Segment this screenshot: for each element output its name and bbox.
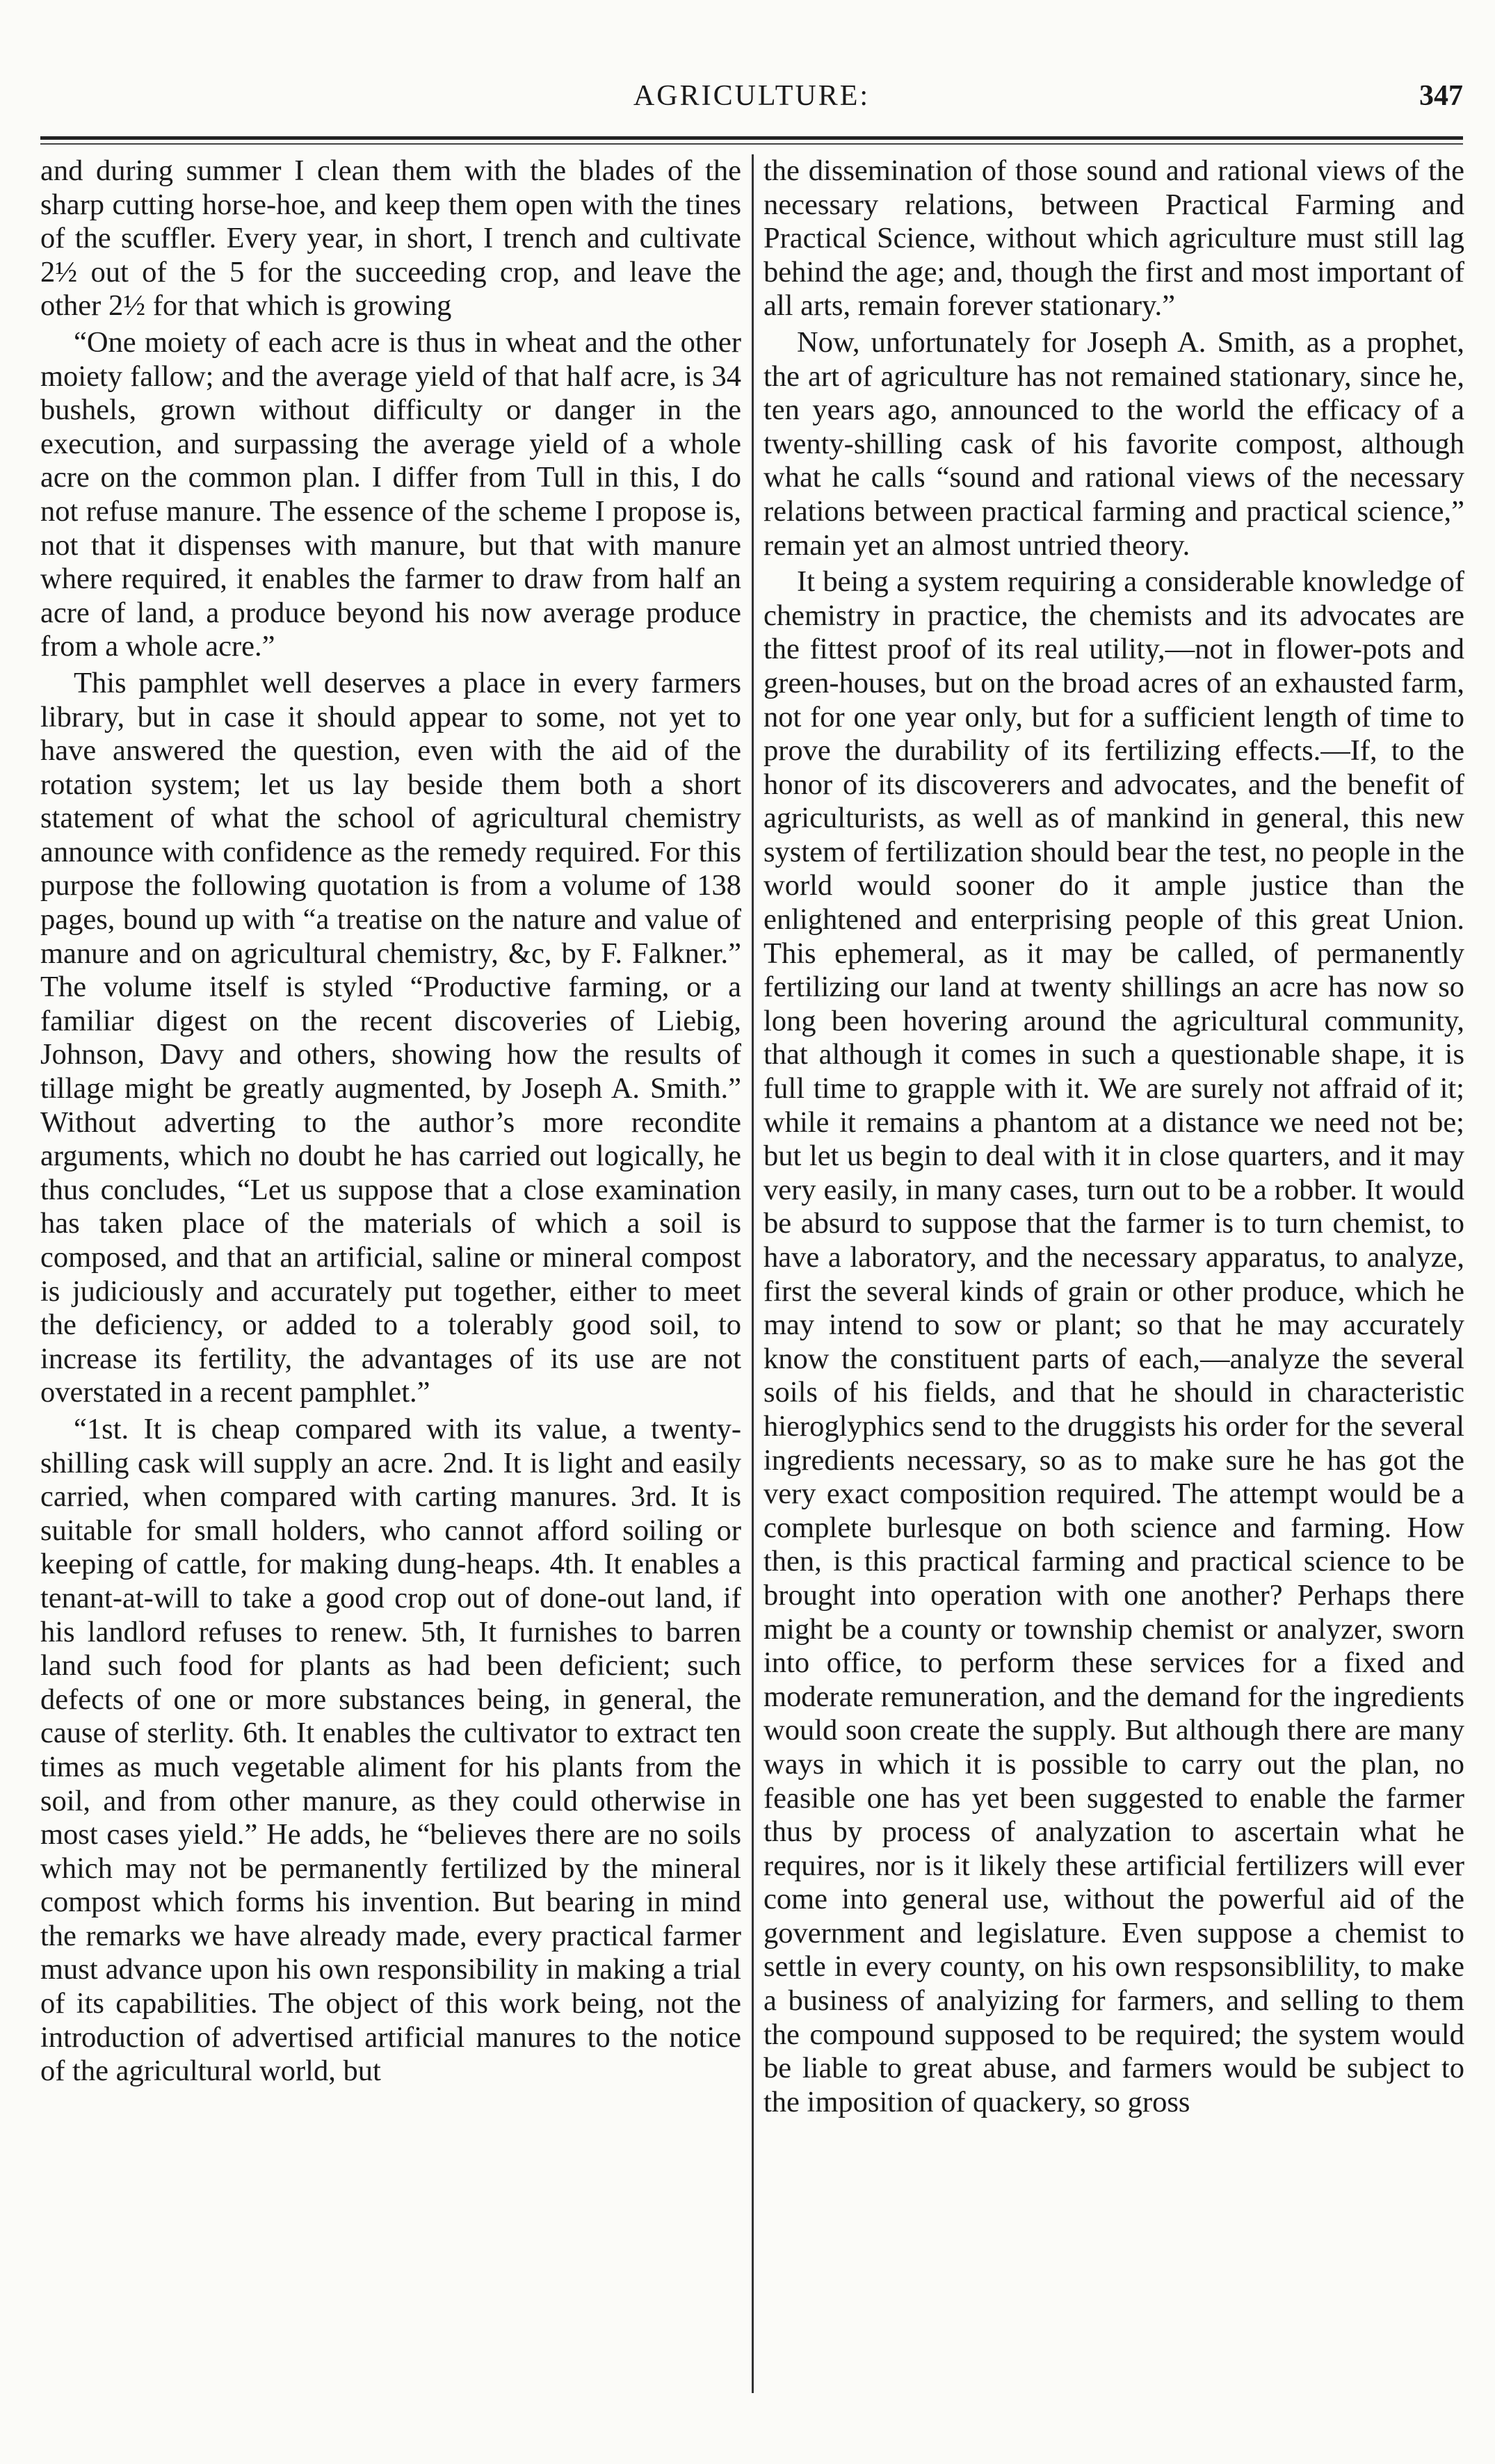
column-divider bbox=[752, 154, 754, 2393]
page-header bbox=[40, 72, 1463, 128]
paragraph: and during summer I clean them with the blades of the sharp cutting horse-hoe, and keep them open with the tines of the scuffler. Every year, in short, I trench and cultivate 2½ out of the 5 for the succeeding crop, and leave the other 2½ for that which is growing bbox=[40, 154, 741, 323]
right-column bbox=[763, 154, 1464, 2428]
paragraph: the dissemination of those sound and rational views of the necessary relations, between Practical Farming and Practical Science, without which agriculture must still lag behind the age; and, though the first and most important of all arts, remain forever stationary.” bbox=[763, 154, 1464, 323]
paragraph: “1st. It is cheap compared with its value, a twenty-shilling cask will supply an acre. 2nd. It is light and easily carried, when compared with carting manures. 3rd. It is suitable for small holders, who cannot afford soiling or keeping of cattle, for making dung-heaps. 4th. It enables a tenant-at-will to take a good crop out of done-out land, if his landlord refuses to renew. 5th, It furnishes to barren land such food for plants as had been deficient; such defects of one or more substances being, in general, the cause of sterlity. 6th. It enables the cultivator to extract ten times as much vegetable aliment for his plants from the soil, and from other manure, as they could otherwise in most cases yield.” He adds, he “believes there are no soils which may not be permanently fertilized by the mineral compost which forms his invention. But bearing in mind the remarks we have already made, every practical farmer must advance upon his own responsibility in making a trial of its capabilities. The object of this work being, not the introduction of advertised artificial manures to the notice of the agricultural world, but bbox=[40, 1412, 741, 2088]
left-column bbox=[40, 154, 741, 2428]
page-number: 347 bbox=[1419, 80, 1463, 112]
paragraph: Now, unfortunately for Joseph A. Smith, as a prophet, the art of agriculture has not remained stationary, since he, ten years ago, announced to the world the efficacy of a twenty-shilling cask of his favorite compost, although what he calls “sound and rational views of the necessary relations between practical farming and practical science,” remain yet an almost untried theory. bbox=[763, 325, 1464, 562]
header-rule bbox=[40, 136, 1463, 140]
paragraph: It being a system requiring a considerable knowledge of chemistry in practice, the chemists and its advocates are the fittest proof of its real utility,—not in flower-pots and green-houses, but on the broad acres of an exhausted farm, not for one year only, but for a sufficient length of time to prove the durability of its fertilizing effects.—If, to the honor of its discoverers and advocates, and the benefit of agriculturists, as well as of mankind in general, this new system of fertilization should bear the test, no people in the world would sooner do it ample justice than the enlightened and enterprising people of this great Union. This ephemeral, as it may be called, of permanently fertilizing our land at twenty shillings an acre has now so long been hovering around the agricultural community, that although it comes in such a questionable shape, it is full time to grapple with it. We are surely not affraid of it; while it remains a phantom at a distance we need not be; but let us begin to deal with it in close quarters, and it may very easily, in many cases, turn out to be a robber. It would be absurd to suppose that the farmer is to turn chemist, to have a laboratory, and the necessary apparatus, to analyze, first the several kinds of grain or other produce, which he may intend to sow or plant; so that he may accurately know the constituent parts of each,—analyze the several soils of his fields, and that he should in characteristic hieroglyphics send to the druggists his order for the several ingredients necessary, so as to make sure he has got the very exact composition required. The attempt would be a complete burlesque on both science and farming. How then, is this practical farming and practical science to be brought into operation with one another? Perhaps there might be a county or township chemist or analyzer, sworn into office, to perform these services for a fixed and moderate remuneration, and the demand for the ingredients would soon create the supply. But although there are many ways in which it is possible to carry out the plan, no feasible one has yet been suggested to enable the farmer thus by process of analyzation to ascertain what he requires, nor is it likely these artificial fertilizers will ever come into general use, without the powerful aid of the government and legislature. Even suppose a chemist to settle in every county, on his own respsonsiblility, to make a business of analyizing for farmers, and selling to them the compound supposed to be required; the system would be liable to great abuse, and farmers would be subject to the imposition of quackery, so gross bbox=[763, 565, 1464, 2118]
running-head: AGRICULTURE: bbox=[633, 80, 871, 112]
paragraph: “One moiety of each acre is thus in wheat and the other moiety fallow; and the average yield of that half acre, is 34 bushels, grown without difficulty or danger in the execution, and surpassing the average yield of a whole acre on the common plan. I differ from Tull in this, I do not refuse manure. The essence of the scheme I propose is, not that it dispenses with manure, but that with manure where required, it enables the farmer to draw from half an acre of land, a produce beyond his now average produce from a whole acre.” bbox=[40, 325, 741, 663]
header-rule-thin bbox=[40, 143, 1463, 145]
paragraph: This pamphlet well deserves a place in every farmers library, but in case it should appear to some, not yet to have answered the question, even with the aid of the rotation system; let us lay beside them both a short statement of what the school of agricultural chemistry announce with confidence as the remedy required. For this purpose the following quotation is from a volume of 138 pages, bound up with “a treatise on the nature and value of manure and on agricultural chemistry, &c, by F. Falkner.” The volume itself is styled “Productive farming, or a familiar digest on the recent discoveries of Liebig, Johnson, Davy and others, showing how the results of tillage might be greatly augmented, by Joseph A. Smith.” Without adverting to the author’s more recondite arguments, which no doubt he has carried out logically, he thus concludes, “Let us suppose that a close examination has taken place of the materials of which a soil is composed, and that an artificial, saline or mineral compost is judiciously and accurately put together, either to meet the deficiency, or added to a tolerably good soil, to increase its fertility, the advantages of its use are not overstated in a recent pamphlet.” bbox=[40, 666, 741, 1409]
